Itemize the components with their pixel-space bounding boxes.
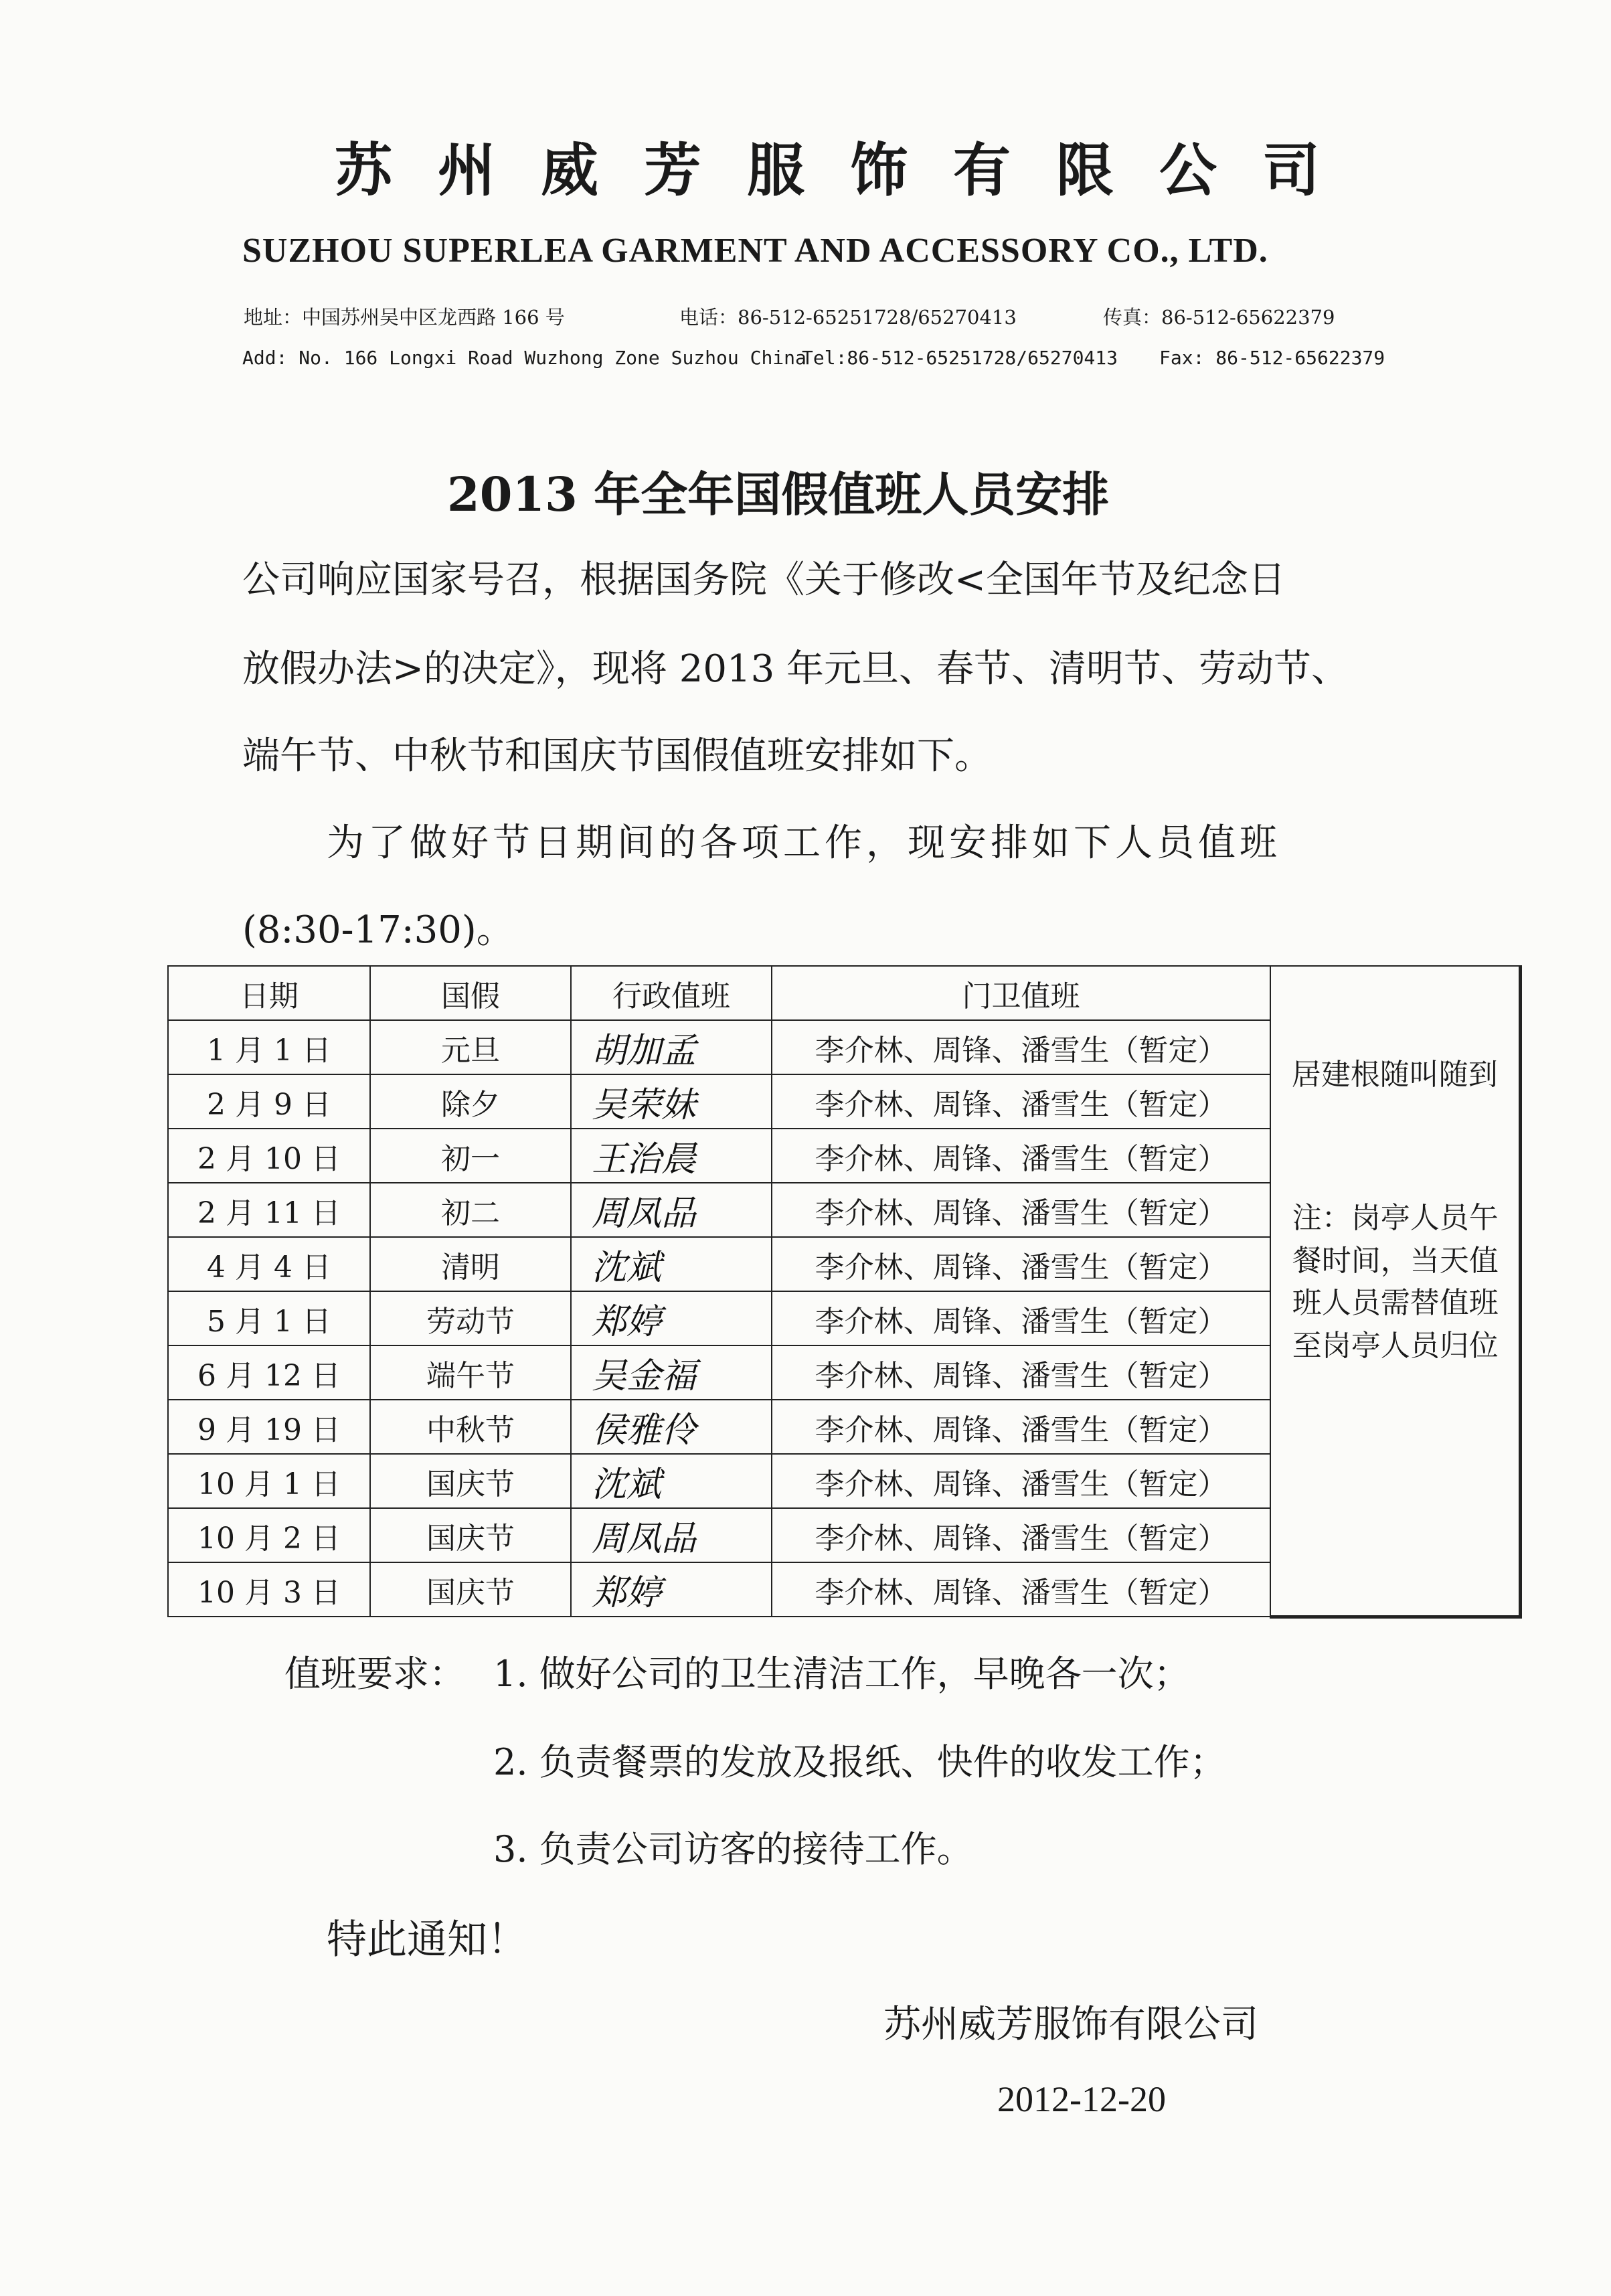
phone-en: Tel:86-512-65251728/65270413 <box>802 347 1118 369</box>
fax-cn: 传真：86-512-65622379 <box>1103 306 1335 329</box>
cell-guard: 李介林、周锋、潘雪生（暂定） <box>772 1454 1270 1508</box>
header-date: 日期 <box>168 966 370 1020</box>
side-notes-cell <box>1270 966 1520 1617</box>
cell-guard: 李介林、周锋、潘雪生（暂定） <box>772 1508 1270 1562</box>
cell-date: 10 月 2 日 <box>168 1508 370 1562</box>
intro-line-5: (8:30-17:30)。 <box>242 908 514 952</box>
cell-holiday: 中秋节 <box>370 1400 571 1454</box>
closing-notice: 特此通知！ <box>327 1916 527 1963</box>
cell-admin-signature: 胡加孟 <box>571 1020 772 1074</box>
cell-guard: 李介林、周锋、潘雪生（暂定） <box>772 1020 1270 1074</box>
cell-guard: 李介林、周锋、潘雪生（暂定） <box>772 1183 1270 1237</box>
phone-cn: 电话：86-512-65251728/65270413 <box>679 306 1017 329</box>
signature-company: 苏州威芳服饰有限公司 <box>883 2003 1258 2046</box>
cell-guard: 李介林、周锋、潘雪生（暂定） <box>772 1237 1270 1291</box>
requirements-label: 值班要求： <box>284 1653 465 1695</box>
cell-holiday: 劳动节 <box>370 1291 571 1345</box>
document-title: 2013 年全年国假值班人员安排 <box>447 467 1110 522</box>
table-header-row <box>168 966 1520 1020</box>
cell-date: 10 月 1 日 <box>168 1454 370 1508</box>
cell-guard: 李介林、周锋、潘雪生（暂定） <box>772 1291 1270 1345</box>
cell-holiday: 清明 <box>370 1237 571 1291</box>
cell-holiday: 端午节 <box>370 1345 571 1400</box>
header-guard-duty: 门卫值班 <box>772 966 1270 1020</box>
cell-guard: 李介林、周锋、潘雪生（暂定） <box>772 1345 1270 1400</box>
cell-holiday: 初一 <box>370 1129 571 1183</box>
cell-date: 2 月 10 日 <box>168 1129 370 1183</box>
cell-admin-signature: 吴金福 <box>571 1345 772 1400</box>
cell-guard: 李介林、周锋、潘雪生（暂定） <box>772 1129 1270 1183</box>
cell-guard: 李介林、周锋、潘雪生（暂定） <box>772 1562 1270 1617</box>
cell-date: 9 月 19 日 <box>168 1400 370 1454</box>
cell-admin-signature: 沈斌 <box>571 1237 772 1291</box>
company-name-cn: 苏州威芳服饰有限公司 <box>335 137 1365 204</box>
requirement-item-2: 2. 负责餐票的发放及报纸、快件的收发工作； <box>493 1741 1226 1783</box>
cell-date: 10 月 3 日 <box>168 1562 370 1617</box>
intro-line-2: 放假办法>的决定》，现将 2013 年元旦、春节、清明节、劳动节、 <box>242 647 1349 691</box>
lunch-break-note: 注：岗亭人员午餐时间，当天值班人员需替值班至岗亭人员归位 <box>1292 1200 1499 1364</box>
cell-holiday: 国庆节 <box>370 1562 571 1617</box>
duty-schedule-table <box>167 965 1522 1619</box>
cell-guard: 李介林、周锋、潘雪生（暂定） <box>772 1074 1270 1129</box>
cell-admin-signature: 郑婷 <box>571 1562 772 1617</box>
cell-admin-signature: 沈斌 <box>571 1454 772 1508</box>
cell-date: 1 月 1 日 <box>168 1020 370 1074</box>
cell-holiday: 除夕 <box>370 1074 571 1129</box>
cell-guard: 李介林、周锋、潘雪生（暂定） <box>772 1400 1270 1454</box>
cell-holiday: 初二 <box>370 1183 571 1237</box>
cell-date: 5 月 1 日 <box>168 1291 370 1345</box>
intro-line-1: 公司响应国家号召，根据国务院《关于修改<全国年节及纪念日 <box>242 558 1286 602</box>
intro-line-3: 端午节、中秋节和国庆节国假值班安排如下。 <box>242 734 992 778</box>
address-cn: 地址：中国苏州吴中区龙西路 166 号 <box>244 306 565 329</box>
cell-date: 2 月 11 日 <box>168 1183 370 1237</box>
cell-date: 6 月 12 日 <box>168 1345 370 1400</box>
cell-date: 2 月 9 日 <box>168 1074 370 1129</box>
cell-admin-signature: 侯雅伶 <box>571 1400 772 1454</box>
cell-admin-signature: 王治晨 <box>571 1129 772 1183</box>
fax-en: Fax: 86-512-65622379 <box>1159 347 1385 369</box>
cell-admin-signature: 周凤品 <box>571 1508 772 1562</box>
requirement-item-1: 1. 做好公司的卫生清洁工作，早晚各一次； <box>493 1653 1190 1695</box>
address-en: Add: No. 166 Longxi Road Wuzhong Zone Suzhou China <box>242 347 807 369</box>
cell-date: 4 月 4 日 <box>168 1237 370 1291</box>
requirement-item-3: 3. 负责公司访客的接待工作。 <box>493 1828 973 1870</box>
header-admin-duty: 行政值班 <box>571 966 772 1020</box>
signature-date: 2012-12-20 <box>997 2079 1166 2119</box>
header-holiday: 国假 <box>370 966 571 1020</box>
intro-line-4: 为了做好节日期间的各项工作，现安排如下人员值班 <box>327 821 1281 865</box>
cell-holiday: 元旦 <box>370 1020 571 1074</box>
cell-admin-signature: 吴荣妹 <box>571 1074 772 1129</box>
on-call-note: 居建根随叫随到 <box>1291 1058 1498 1092</box>
company-name-en: SUZHOU SUPERLEA GARMENT AND ACCESSORY CO., LTD. <box>242 232 1268 270</box>
cell-admin-signature: 周凤品 <box>571 1183 772 1237</box>
cell-holiday: 国庆节 <box>370 1454 571 1508</box>
cell-admin-signature: 郑婷 <box>571 1291 772 1345</box>
cell-holiday: 国庆节 <box>370 1508 571 1562</box>
